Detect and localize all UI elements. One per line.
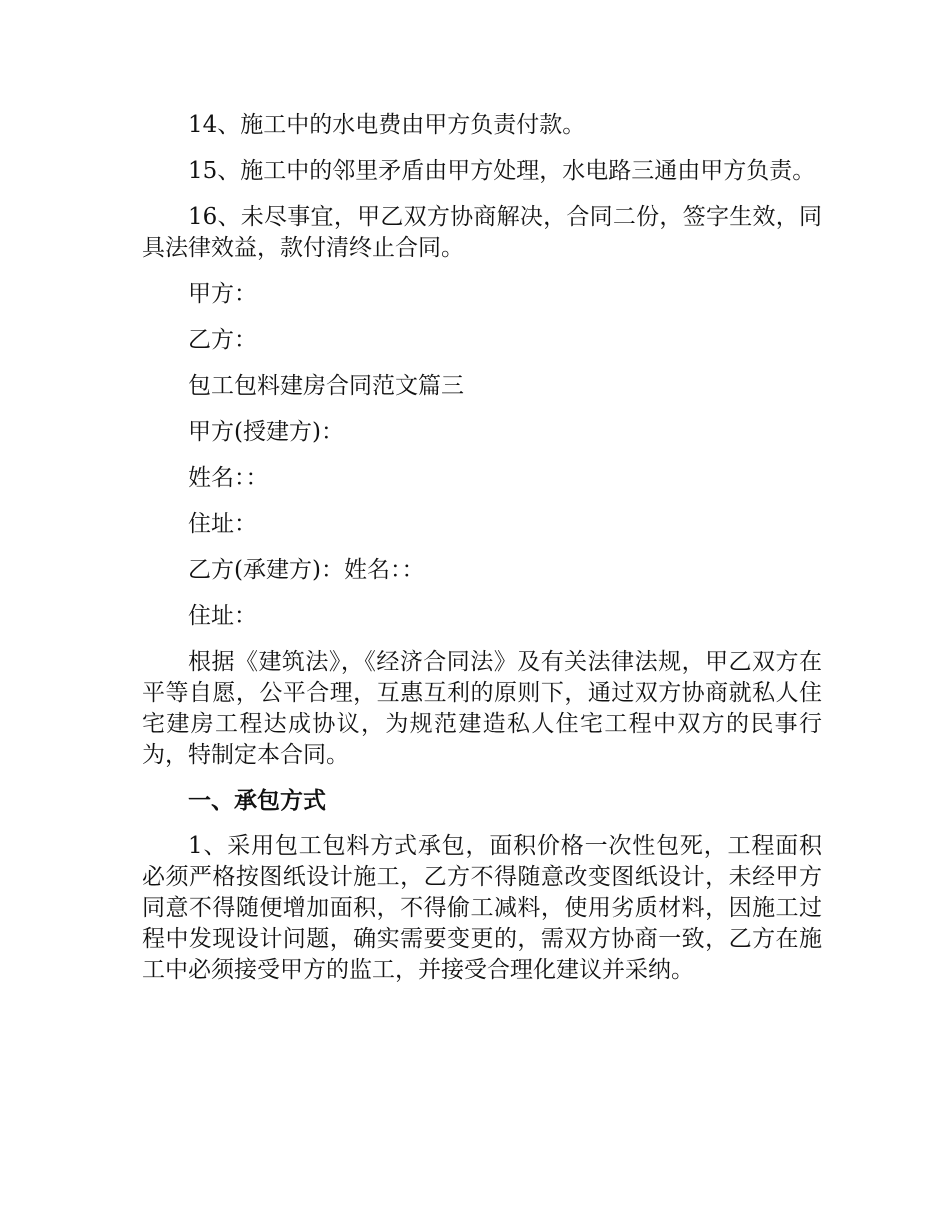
- party-a-name: 姓名：：: [188, 465, 269, 491]
- section-clause-1: 1、采用包工包料方式承包，面积价格一次性包死，工程面积必须严格按图纸设计施工，乙方不得随意改变图纸设计，未经甲方同意不得随便增加面积，不得偷工减料，使用劣质材料，因施工过程中发现设计问题，确实需要变更的，需双方协商一致，乙方在施工中必须接受甲方的监工，并接受合理化建议并采纳。: [142, 833, 822, 983]
- preamble-paragraph: 根据《建筑法》，《经济合同法》及有关法律法规，甲乙双方在平等自愿，公平合理，互惠互利的原则下，通过双方协商就私人住宅建房工程达成协议，为规范建造私人住宅工程中双方的民事行为，特制定本合同。: [142, 649, 822, 768]
- document-page: [142, 110, 822, 1001]
- party-a-address: 住址：: [188, 511, 257, 537]
- clause-16: 16、未尽事宜，甲乙双方协商解决，合同二份，签字生效，同具法律效益，款付清终止合同。: [142, 204, 822, 261]
- party-b-address: 住址：: [188, 603, 257, 629]
- clause-15: 15、施工中的邻里矛盾由甲方处理，水电路三通由甲方负责。: [188, 158, 816, 184]
- clause-14: 14、施工中的水电费由甲方负责付款。: [188, 112, 586, 138]
- party-b-label-name: 乙方(承建方)：姓名：：: [188, 557, 425, 583]
- party-b-signature-line: 乙方：: [188, 327, 257, 353]
- party-a-label: 甲方(授建方)：: [188, 419, 344, 445]
- section-heading: 一、承包方式: [188, 788, 326, 814]
- party-a-signature-line: 甲方：: [188, 281, 257, 307]
- contract-title: 包工包料建房合同范文篇三: [188, 373, 464, 399]
